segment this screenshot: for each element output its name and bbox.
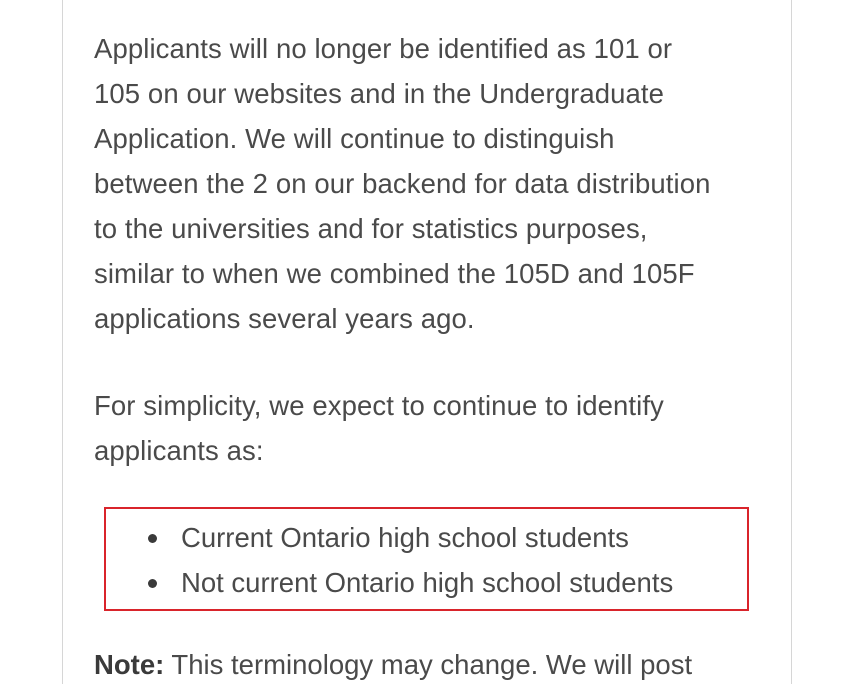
article-body (94, 26, 784, 473)
list-item-text: Current Ontario high school students (181, 522, 629, 553)
paragraph-simplicity (94, 383, 784, 473)
paragraph-line: Application. We will continue to distinguish (94, 123, 615, 154)
note-paragraph (94, 642, 692, 684)
paragraph-line: 105 on our websites and in the Undergraduate (94, 78, 665, 109)
paragraph-line: similar to when we combined the 105D and 105F (94, 258, 695, 289)
paragraph-line: between the 2 on our backend for data distribution (94, 168, 711, 199)
note-label: Note: (94, 649, 165, 680)
bullet-icon (148, 579, 157, 588)
paragraph-line: Applicants will no longer be identified as 101 or (94, 33, 673, 64)
note-text: This terminology may change. We will post (164, 649, 693, 680)
list-item (181, 515, 629, 560)
list-item-text: Not current Ontario high school students (181, 567, 674, 598)
bullet-icon (148, 534, 157, 543)
paragraph-applicant-identification (94, 26, 784, 341)
paragraph-line: For simplicity, we expect to continue to identify (94, 390, 664, 421)
paragraph-line: to the universities and for statistics purposes, (94, 213, 648, 244)
paragraph-line: applications several years ago. (94, 303, 475, 334)
list-item (181, 560, 673, 605)
paragraph-line: applicants as: (94, 435, 264, 466)
highlighted-bullet-list-box (104, 507, 749, 611)
